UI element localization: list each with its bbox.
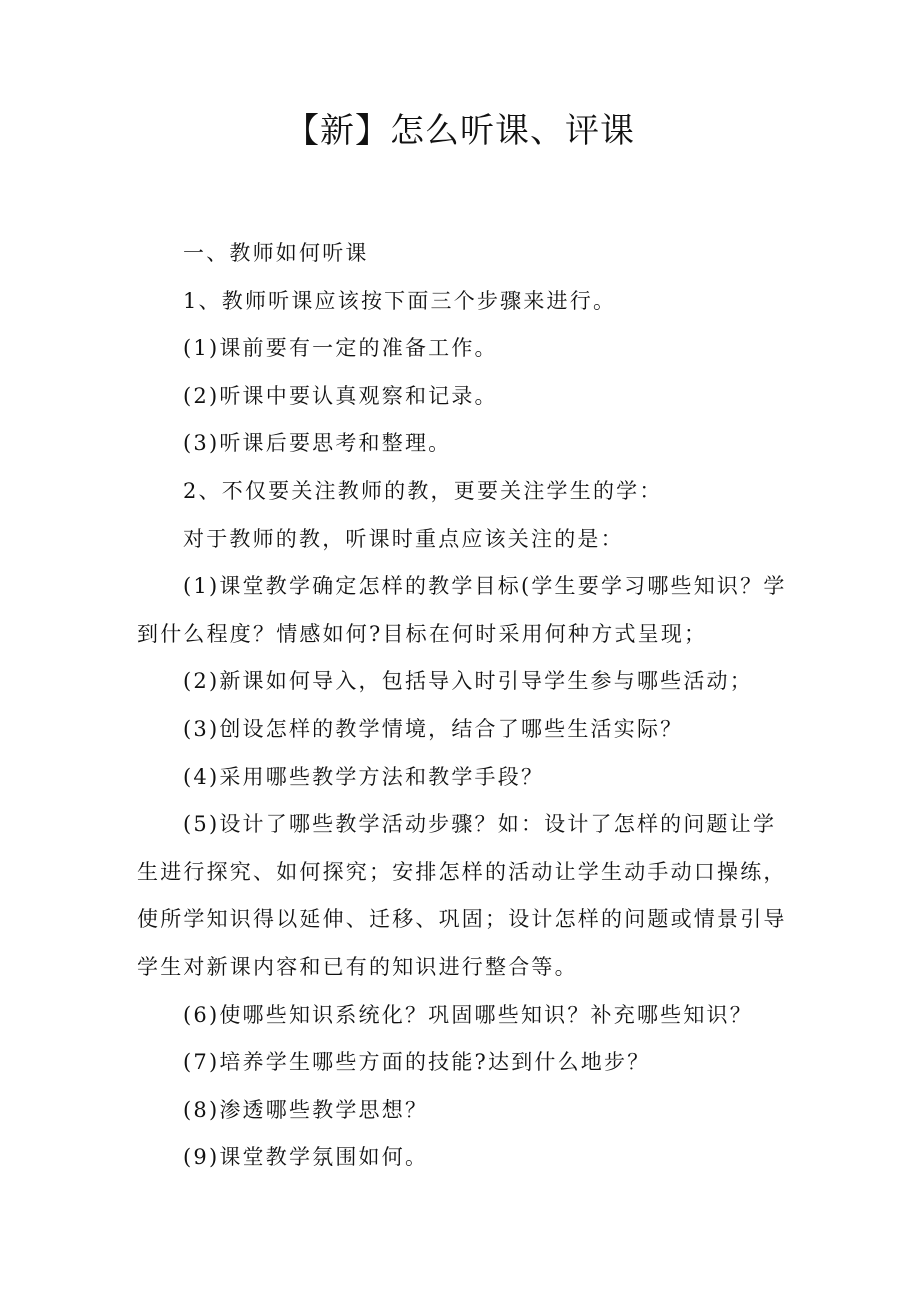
list-item: (2)新课如何导入，包括导入时引导学生参与哪些活动； [183, 669, 753, 694]
document-title: 【新】怎么听课、评课 [285, 111, 635, 151]
list-item: (8)渗透哪些教学思想？ [183, 1097, 429, 1122]
paragraph: 2、不仅要关注教师的教，更要关注学生的学： [183, 478, 663, 503]
list-item: (3)听课后要思考和整理。 [183, 431, 452, 456]
paragraph: 对于教师的教，听课时重点应该关注的是： [183, 526, 624, 551]
document-body [137, 230, 797, 1182]
list-item: (6)使哪些知识系统化？巩固哪些知识？补充哪些知识？ [183, 1002, 753, 1027]
list-item: (3)创设怎样的教学情境，结合了哪些生活实际？ [183, 716, 684, 741]
list-item: (9)课堂教学氛围如何。 [183, 1145, 429, 1170]
list-item: (7)培养学生哪些方面的技能?达到什么地步？ [183, 1050, 651, 1075]
list-item: (1)课前要有一定的准备工作。 [183, 336, 498, 361]
paragraph: 1、教师听课应该按下面三个步骤来进行。 [183, 288, 617, 313]
list-item: (5)设计了哪些教学活动步骤？如：设计了怎样的问题让学生进行探究、如何探究；安排怎样的活动让学生动手动口操练，使所学知识得以延伸、迁移、巩固；设计怎样的问题或情景引导学生对新课内容和已有的知识进行整合等。 [137, 812, 787, 979]
list-item: (1)课堂教学确定怎样的教学目标(学生要学习哪些知识？学到什么程度？情感如何?目标在何时采用何种方式呈现； [137, 574, 787, 646]
section-heading: 一、教师如何听课 [183, 241, 369, 265]
list-item: (4)采用哪些教学方法和教学手段？ [183, 764, 545, 789]
list-item: (2)听课中要认真观察和记录。 [183, 383, 498, 408]
